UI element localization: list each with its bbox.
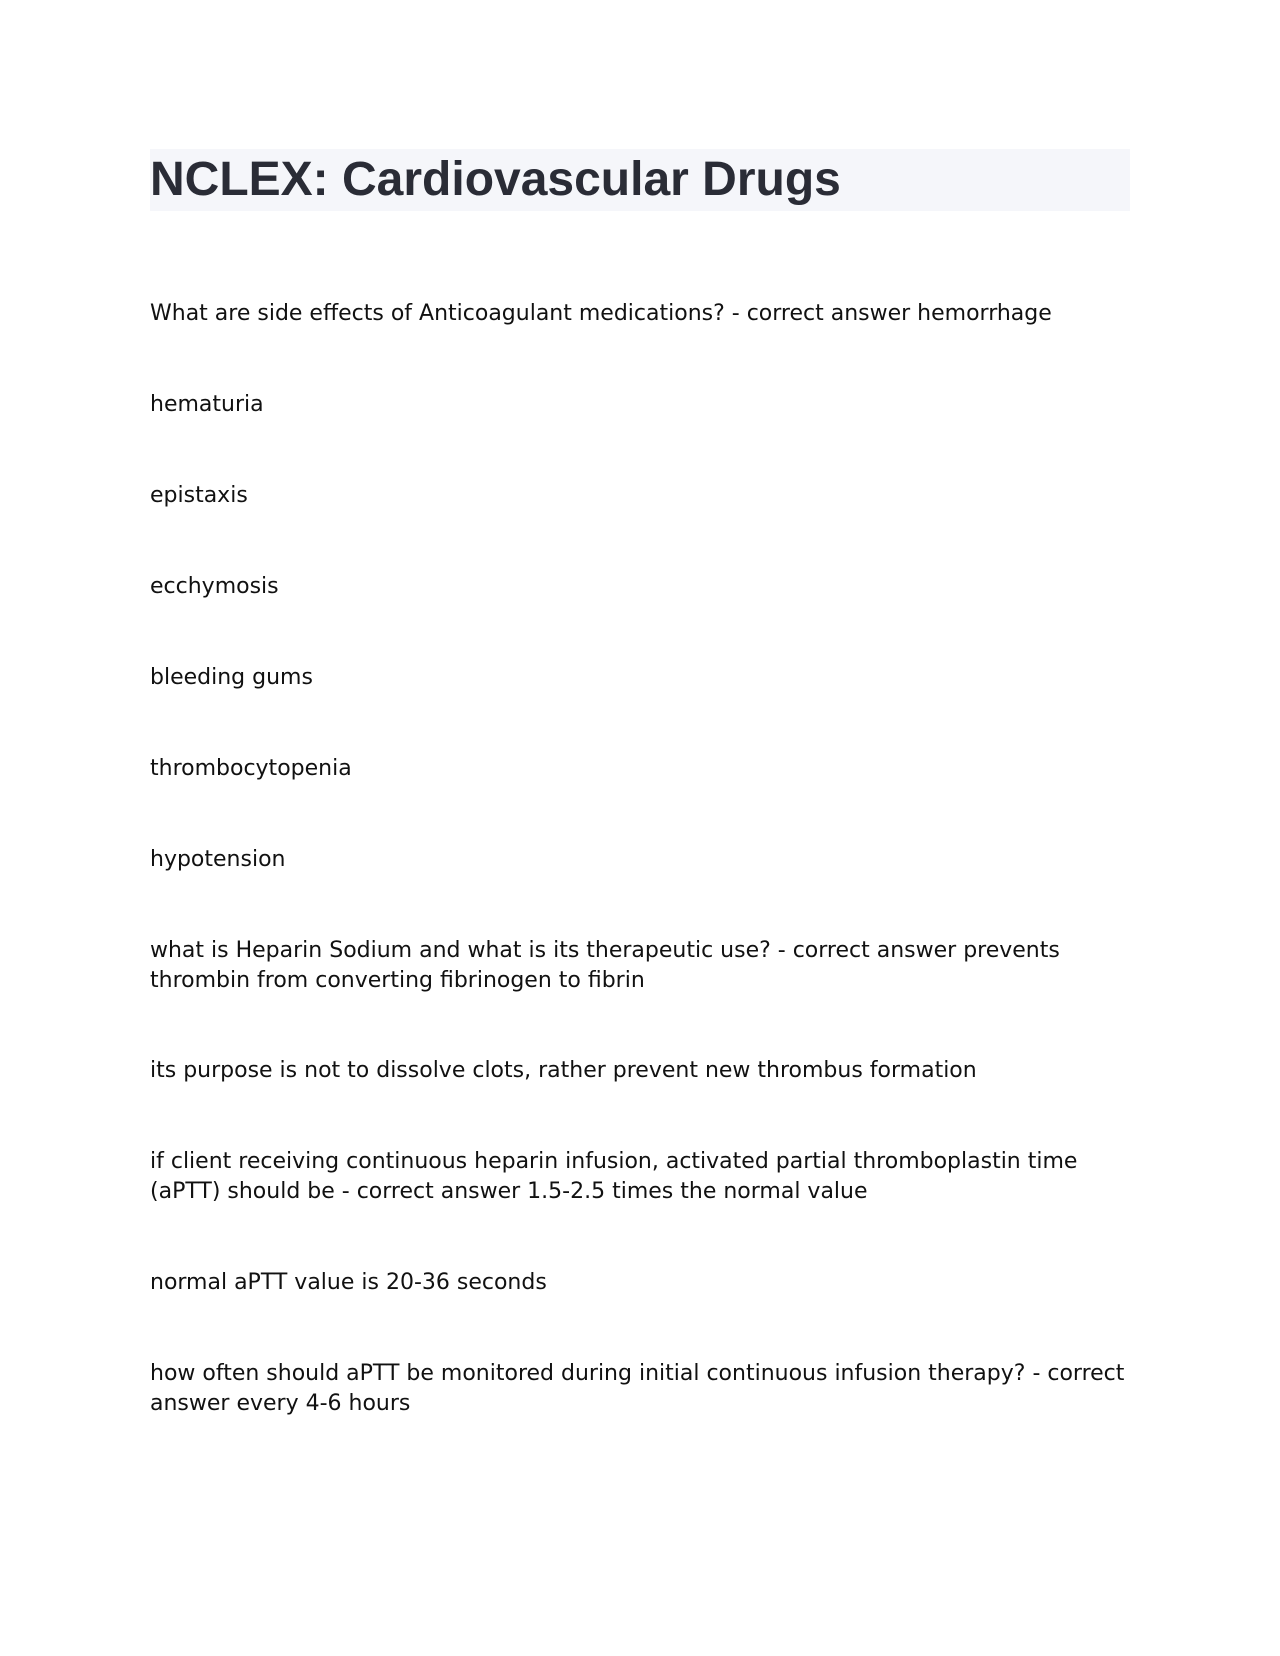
paragraph: what is Heparin Sodium and what is its therapeutic use? - correct answer prevents thrombin from converting fibrinogen to fibrin <box>150 938 1060 993</box>
paragraph: epistaxis <box>150 483 248 508</box>
paragraph: if client receiving continuous heparin infusion, activated partial thromboplastin time (aPTT) should be - correct answer 1.5-2.5 times the normal value <box>150 1149 1078 1204</box>
paragraph: how often should aPTT be monitored during initial continuous infusion therapy? - correct answer every 4-6 hours <box>150 1361 1125 1416</box>
paragraph: hypotension <box>150 847 286 872</box>
document-title: NCLEX: Cardiovascular Drugs <box>150 153 841 206</box>
paragraph: normal aPTT value is 20-36 seconds <box>150 1270 547 1295</box>
paragraph: What are side effects of Anticoagulant medications? - correct answer hemorrhage <box>150 301 1052 326</box>
paragraph: bleeding gums <box>150 665 313 690</box>
paragraph: its purpose is not to dissolve clots, rather prevent new thrombus formation <box>150 1058 977 1083</box>
paragraph: hematuria <box>150 392 264 417</box>
paragraph: ecchymosis <box>150 574 279 599</box>
paragraph: thrombocytopenia <box>150 756 352 781</box>
